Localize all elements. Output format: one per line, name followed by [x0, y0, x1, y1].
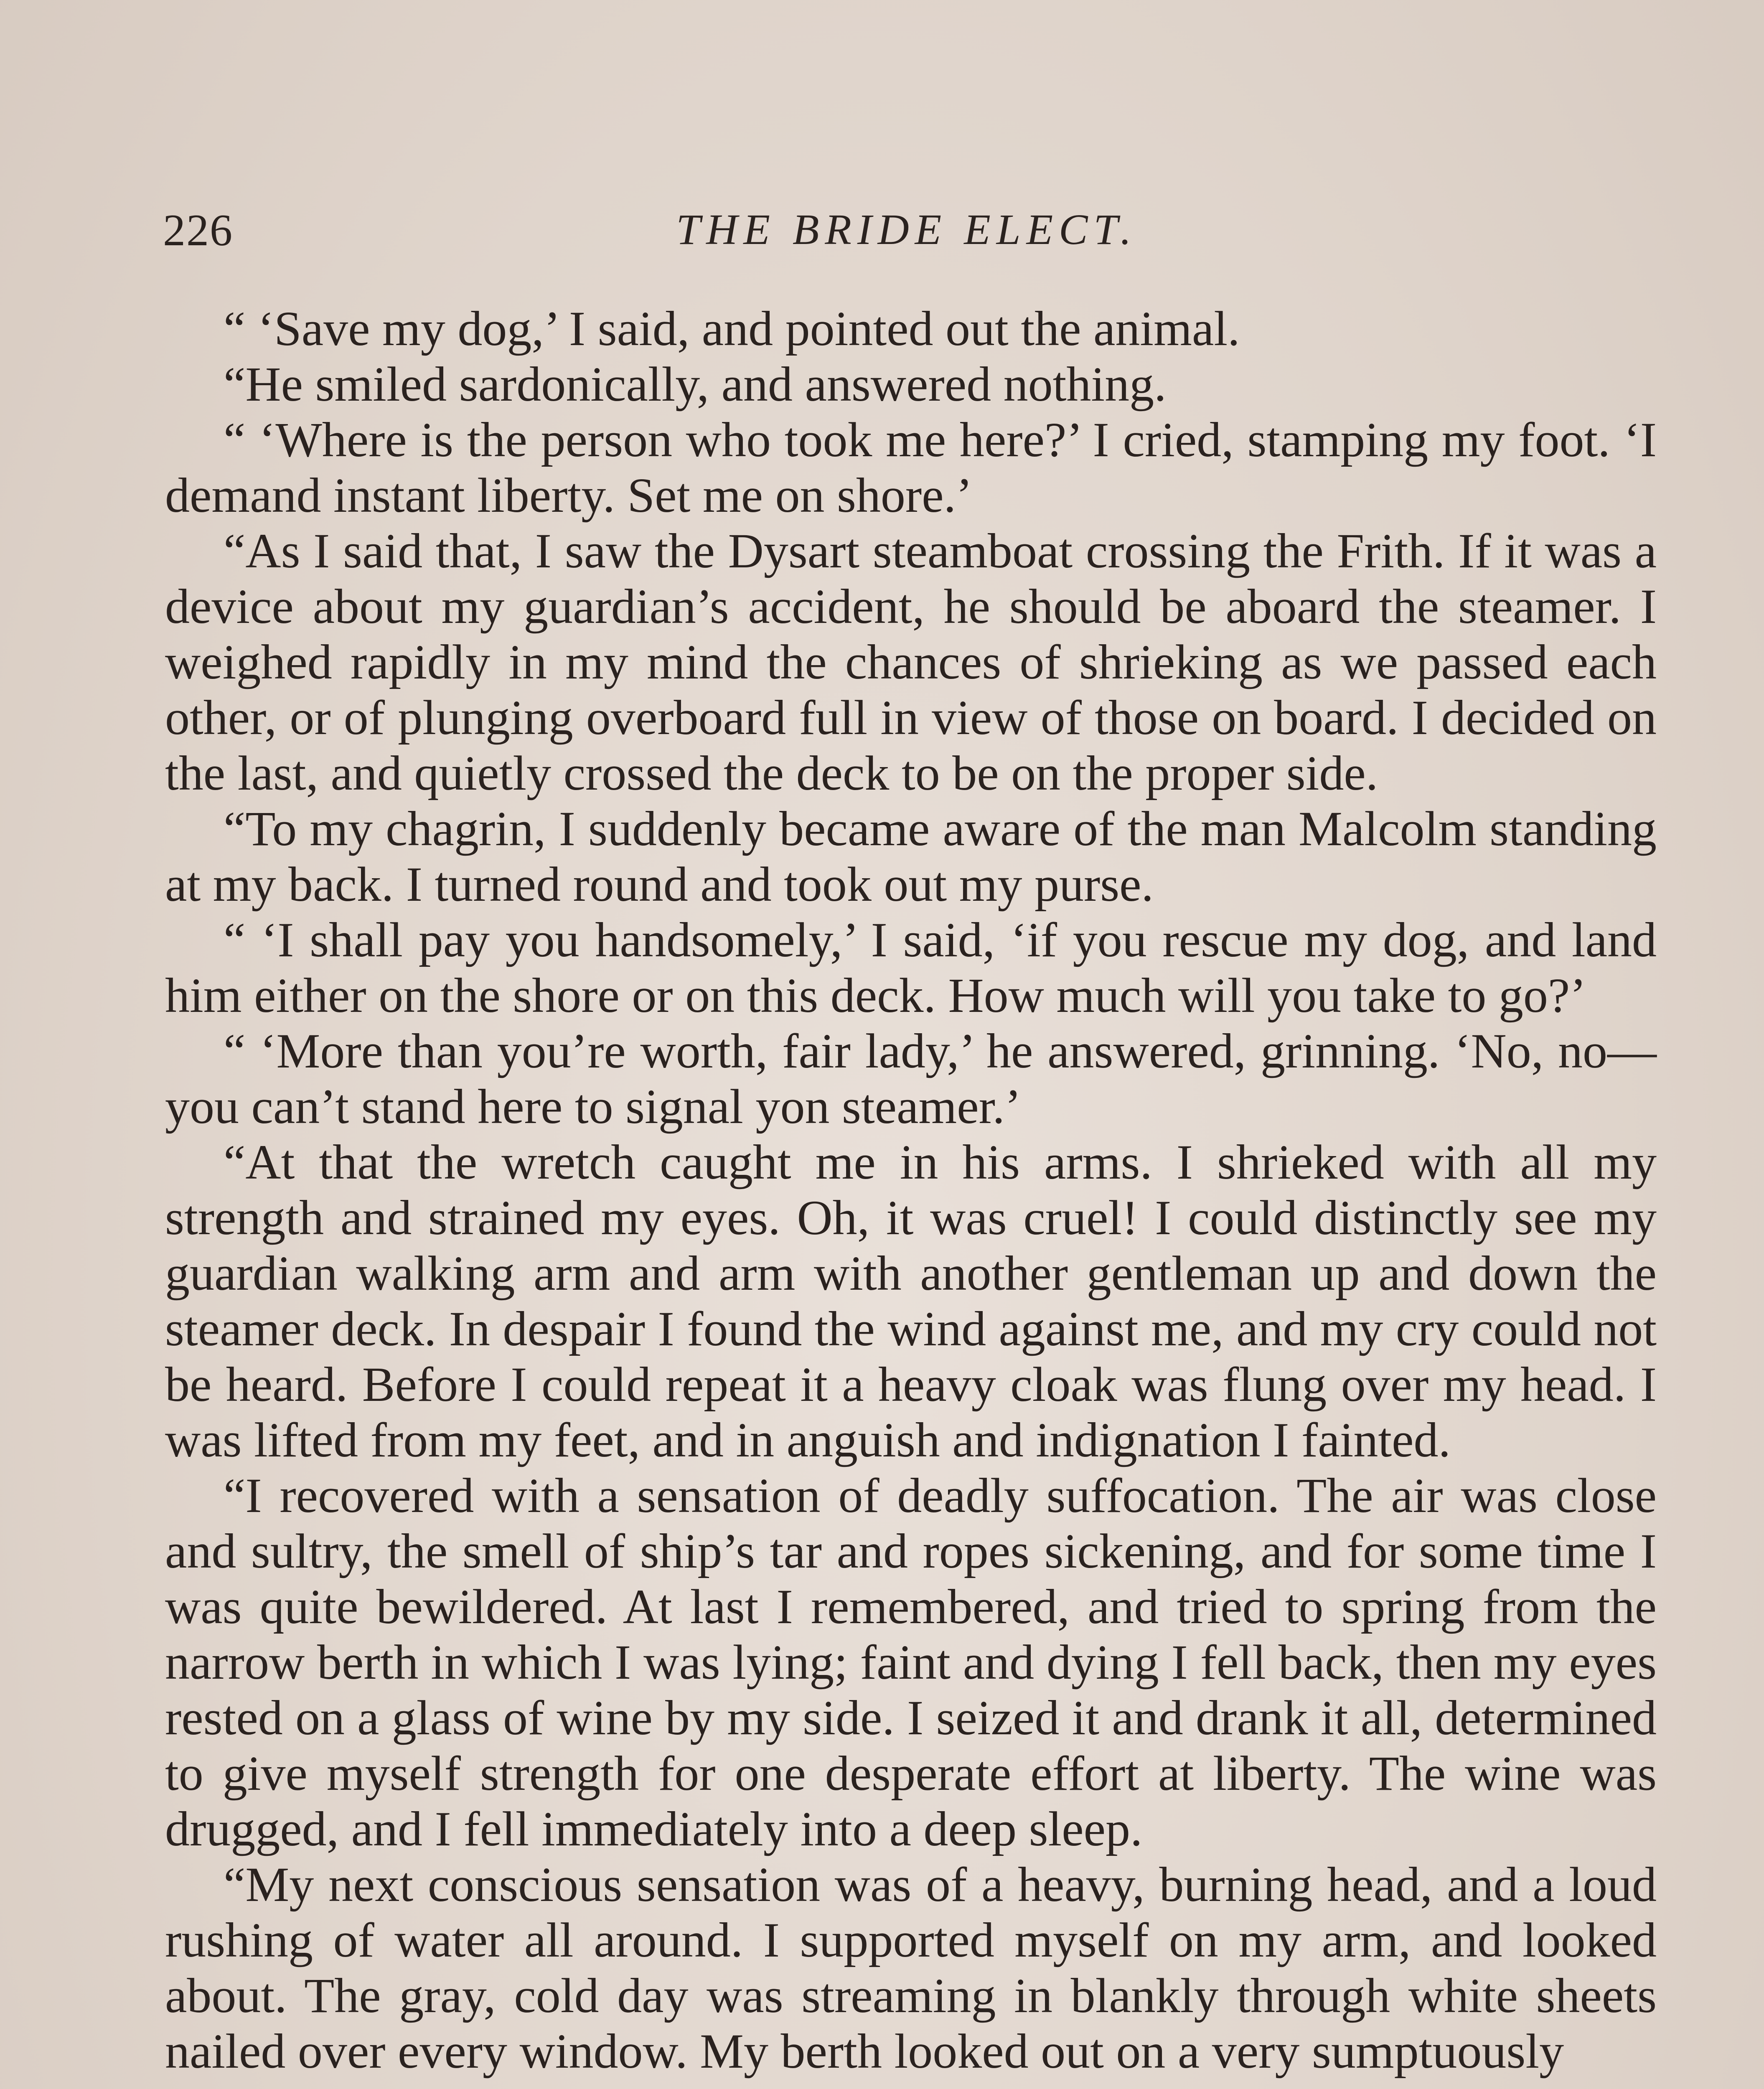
paragraph: “He smiled sardonically, and answered nothing. — [224, 357, 1167, 412]
paragraph: “ ‘More than you’re worth, fair lady,’ he answered, grinning. ‘No, no—you can’t stand here to signal yon steamer.’ — [165, 1024, 1657, 1134]
paragraph: “My next conscious sensation was of a heavy, burning head, and a loud rushing of water all around. I supported myself on my arm, and looked about. The gray, cold day was streaming in blankly through white sheets nailed over every window. My berth looked out on a very sumptuously — [165, 1857, 1657, 2079]
paragraph: “As I said that, I saw the Dysart steamboat crossing the Frith. If it was a device about my guardian’s accident, he should be aboard the steamer. I weighed rapidly in my mind the chances of shrieking as we passed each other, or of plunging overboard full in view of those on board. I decided on the last, and quietly crossed the deck to be on the proper side. — [165, 524, 1657, 801]
paragraph: “At that the wretch caught me in his arms. I shrieked with all my strength and strained my eyes. Oh, it was cruel! I could distinctly see my guardian walking arm and arm with another gentleman up and down the steamer deck. In despair I found the wind against me, and my cry could not be heard. Before I could repeat it a heavy cloak was flung over my head. I was lifted from my feet, and in anguish and indignation I fainted. — [165, 1135, 1657, 1467]
paragraph: “ ‘I shall pay you handsomely,’ I said, ‘if you rescue my dog, and land him either on the shore or on this deck. How much will you take to go?’ — [165, 912, 1657, 1023]
body-text — [165, 301, 1657, 2079]
page-header — [163, 201, 1650, 284]
page-number: 226 — [163, 206, 233, 255]
paragraph: “ ‘Save my dog,’ I said, and pointed out the animal. — [224, 301, 1240, 356]
paragraph: “I recovered with a sensation of deadly suffocation. The air was close and sultry, the smell of ship’s tar and ropes sickening, and for some time I was quite bewildered. At last I remembered, and tried to spring from the narrow berth in which I was lying; faint and dying I fell back, then my eyes rested on a glass of wine by my side. I seized it and drank it all, determined to give myself strength for one desperate effort at liberty. The wine was drugged, and I fell immediately into a deep sleep. — [165, 1468, 1657, 1856]
paragraph: “ ‘Where is the person who took me here?’ I cried, stamping my foot. ‘I demand instant liberty. Set me on shore.’ — [165, 412, 1657, 523]
paragraph: “To my chagrin, I suddenly became aware of the man Malcolm standing at my back. I turned round and took out my purse. — [165, 801, 1657, 912]
running-title: THE BRIDE ELECT. — [676, 206, 1137, 254]
